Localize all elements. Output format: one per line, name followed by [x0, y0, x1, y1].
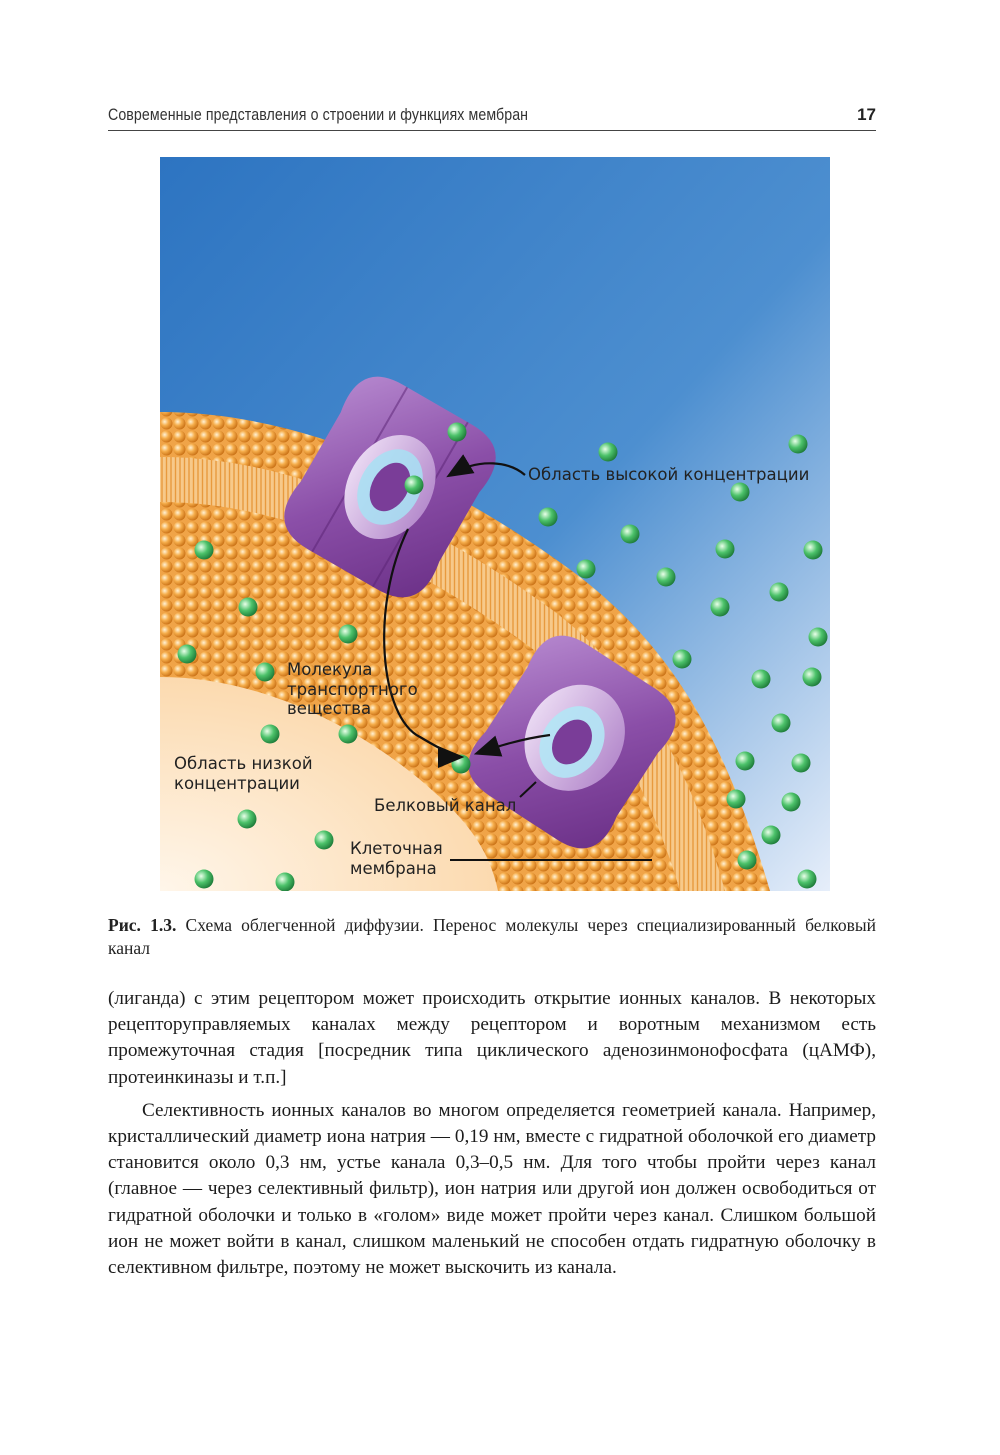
running-header-title: Современные представления о строении и функциях мембран [108, 106, 529, 124]
ion-molecule [752, 670, 771, 689]
ion-molecule [731, 483, 750, 502]
ion-molecule [448, 423, 467, 442]
ion-molecule [809, 628, 828, 647]
figure-caption-text: Схема облегченной диффузии. Перенос молекулы через специализированный белковый канал [108, 915, 876, 958]
ion-molecule [239, 598, 258, 617]
ion-molecule [770, 583, 789, 602]
ion-molecule [276, 873, 295, 892]
ion-molecule [178, 645, 197, 664]
label-high-concentration: Область высокой концентрации [528, 465, 810, 484]
ion-molecule [792, 754, 811, 773]
body-paragraph: Селективность ионных каналов во многом определяется геометрией канала. Например, кристаллический диаметр иона натрия — 0,19 нм, вместе с гидратной оболочкой его диаметр становится около 0,3 нм, устье канала 0,3–0,5 нм. Для того чтобы пройти через канал (главное — через селективный фильтр), ион натрия или другой ион должен освободиться от гидратной оболочки и только в «голом» виде может пройти через канал. Слишком большой ион не может войти в канал, слишком маленький не способен отдать гидратную оболочку в селективном фильтре, поэтому не может выскочить из канала. [108, 1099, 876, 1279]
ion-molecule [738, 851, 757, 870]
page-number: 17 [857, 105, 876, 124]
body-text [108, 986, 876, 1281]
ion-molecule [577, 560, 596, 579]
label-molecule-line1: Молекула [287, 660, 373, 679]
ion-molecule [315, 831, 334, 850]
ion-molecule [238, 810, 257, 829]
body-paragraph: (лиганда) с этим рецептором может происходить открытие ионных каналов. В некоторых рецепторуправляемых каналах между рецептором и воротным механизмом есть промежуточная стадия [посредник типа циклического аденозинмонофосфата (цАМФ), протеинкиназы и т.п.] [108, 988, 876, 1088]
ion-molecule [621, 525, 640, 544]
label-low-concentration-line1: Область низкой [174, 754, 313, 773]
ion-molecule [195, 870, 214, 889]
ion-molecule [452, 755, 471, 774]
ion-molecule [782, 793, 801, 812]
ion-molecule [673, 650, 692, 669]
figure-caption [108, 914, 876, 960]
ion-molecule [716, 540, 735, 559]
label-membrane-line1: Клеточная [350, 839, 443, 858]
facilitated-diffusion-figure [160, 157, 830, 891]
label-membrane-line2: мембрана [350, 859, 437, 878]
ion-molecule [789, 435, 808, 454]
ion-molecule [736, 752, 755, 771]
label-molecule-line2: транспортного [287, 680, 418, 699]
ion-molecule [803, 668, 822, 687]
ion-molecule [256, 663, 275, 682]
ion-molecule [599, 443, 618, 462]
label-molecule-line3: вещества [287, 699, 372, 718]
ion-molecule [261, 725, 280, 744]
ion-molecule [798, 870, 817, 889]
ion-molecule [772, 714, 791, 733]
ion-molecule [339, 625, 358, 644]
label-low-concentration-line2: концентрации [174, 774, 300, 793]
ion-molecule [539, 508, 558, 527]
ion-molecule [711, 598, 730, 617]
ion-molecule [727, 790, 746, 809]
ion-molecule [405, 476, 424, 495]
ion-molecule [804, 541, 823, 560]
running-header [108, 100, 876, 131]
ion-molecule [339, 725, 358, 744]
ion-molecule [762, 826, 781, 845]
ion-molecule [195, 541, 214, 560]
label-protein-channel: Белковый канал [374, 796, 517, 815]
figure-caption-label: Рис. 1.3. [108, 915, 177, 935]
ion-molecule [657, 568, 676, 587]
figure-illustration [160, 157, 830, 891]
